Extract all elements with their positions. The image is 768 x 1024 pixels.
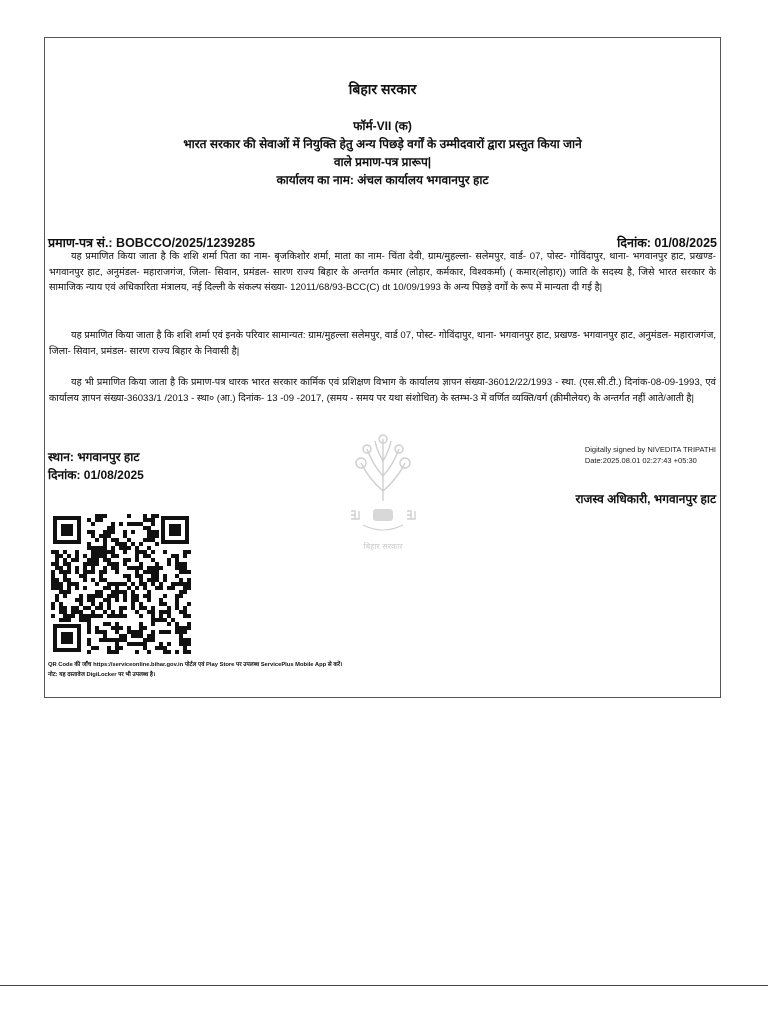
certificate-date: दिनांक: 01/08/2025 (617, 236, 717, 250)
government-title: बिहार सरकार (348, 81, 417, 97)
emblem-caption: बिहार सरकार (363, 542, 403, 551)
form-title-line-2: वाले प्रमाण-पत्र प्रारूप| (333, 155, 432, 169)
form-title-line-1: भारत सरकार की सेवाओं में नियुक्ति हेतु अन्य पिछड़े वर्गों के उम्मीदवारों द्वारा प्रस्तुत किया जाने (183, 137, 582, 151)
place: स्थान: भगवानपुर हाट (48, 450, 140, 464)
caste-paragraph: यह प्रमाणित किया जाता है कि शशि शर्मा पिता का नाम- बृजकिशोर शर्मा, माता का नाम- चिंता देवी, ग्राम/मुहल्ला- सलेमपुर, वार्ड- 07, पोस्ट- गोविंदापुर, थाना- भगवानपुर हाट, प्रखण्ड- भगवानपुर हाट, अनुमंडल- महाराजगंज, जिला- सिवान, प्रमंडल- सारण राज्य बिहार के अन्तर्गत कमार (लोहार, कर्मकार, विश्वकर्मा) ( कमार(लोहार)) जाति के सदस्य है, जिसे भारत सरकार के सामाजिक न्याय एवं अधिकारिता मंत्रालय, नई दिल्ली के संकल्प संख्या- 12011/68/93-BCC(C) dt 10/09/1993 के अन्य पिछड़े वर्गों के रूप में मान्यता दी गई है| (49, 251, 716, 293)
office-name: कार्यालय का नाम: अंचल कार्यालय भगवानपुर हाट (276, 173, 489, 187)
qr-code-icon[interactable] (51, 514, 191, 654)
signed-by: Digitally signed by NIVEDITA TRIPATHI (584, 445, 716, 454)
footer-date: दिनांक: 01/08/2025 (48, 468, 144, 482)
form-number: फॉर्म-VII (क) (353, 119, 412, 133)
bihar-emblem-icon (345, 431, 421, 561)
certificate-page (44, 37, 721, 698)
certificate-number: प्रमाण-पत्र सं.: BOBCCO/2025/1239285 (48, 236, 256, 250)
qr-note (48, 660, 342, 680)
qr-note-line-1: QR Code की जाँच https://serviceonline.bihar.gov.in पोर्टल एवं Play Store पर उपलब्ध ServicePlus Mobile App से करें। (48, 662, 343, 668)
residence-paragraph: यह प्रमाणित किया जाता है कि शशि शर्मा एवं इनके परिवार सामान्यत: ग्राम/मुहल्ला सलेमपुर, वार्ड 07, पोस्ट- गोविंदापुर, थाना- भगवानपुर हाट, प्रखण्ड- भगवानपुर हाट, अनुमंडल- महाराजगंज, जिला- सिवान, प्रमंडल- सारण राज्य बिहार के निवासी है| (49, 330, 716, 357)
certificate-header (45, 80, 720, 189)
place-date-block (48, 448, 144, 484)
digital-signature (585, 444, 716, 466)
officer-title: राजस्व अधिकारी, भगवानपुर हाट (575, 492, 716, 506)
creamy-layer-paragraph: यह भी प्रमाणित किया जाता है कि प्रमाण-पत्र धारक भारत सरकार कार्मिक एवं प्रशिक्षण विभाग के कार्यालय ज्ञापन संख्या-36012/22/1993 - स्था. (एस.सी.टी.) दिनांक-08-09-1993, एवं कार्यालय ज्ञापन संख्या-36033/1 /2013 - स्था० (आ.) दिनांक- 13 -09 -2017, (समय - समय पर यथा संशोधित) के स्तम्भ-3 में वर्णित व्यक्ति/वर्ग (क्रीमीलेयर) के अन्तर्गत नहीं आते/आती है| (49, 377, 716, 404)
signed-date: Date:2025.08.01 02:27:43 +05:30 (584, 456, 697, 465)
qr-note-line-2: नोट: यह दस्तावेज DigiLocker पर भी उपलब्ध है। (48, 672, 156, 678)
page-bottom-rule (0, 985, 768, 986)
